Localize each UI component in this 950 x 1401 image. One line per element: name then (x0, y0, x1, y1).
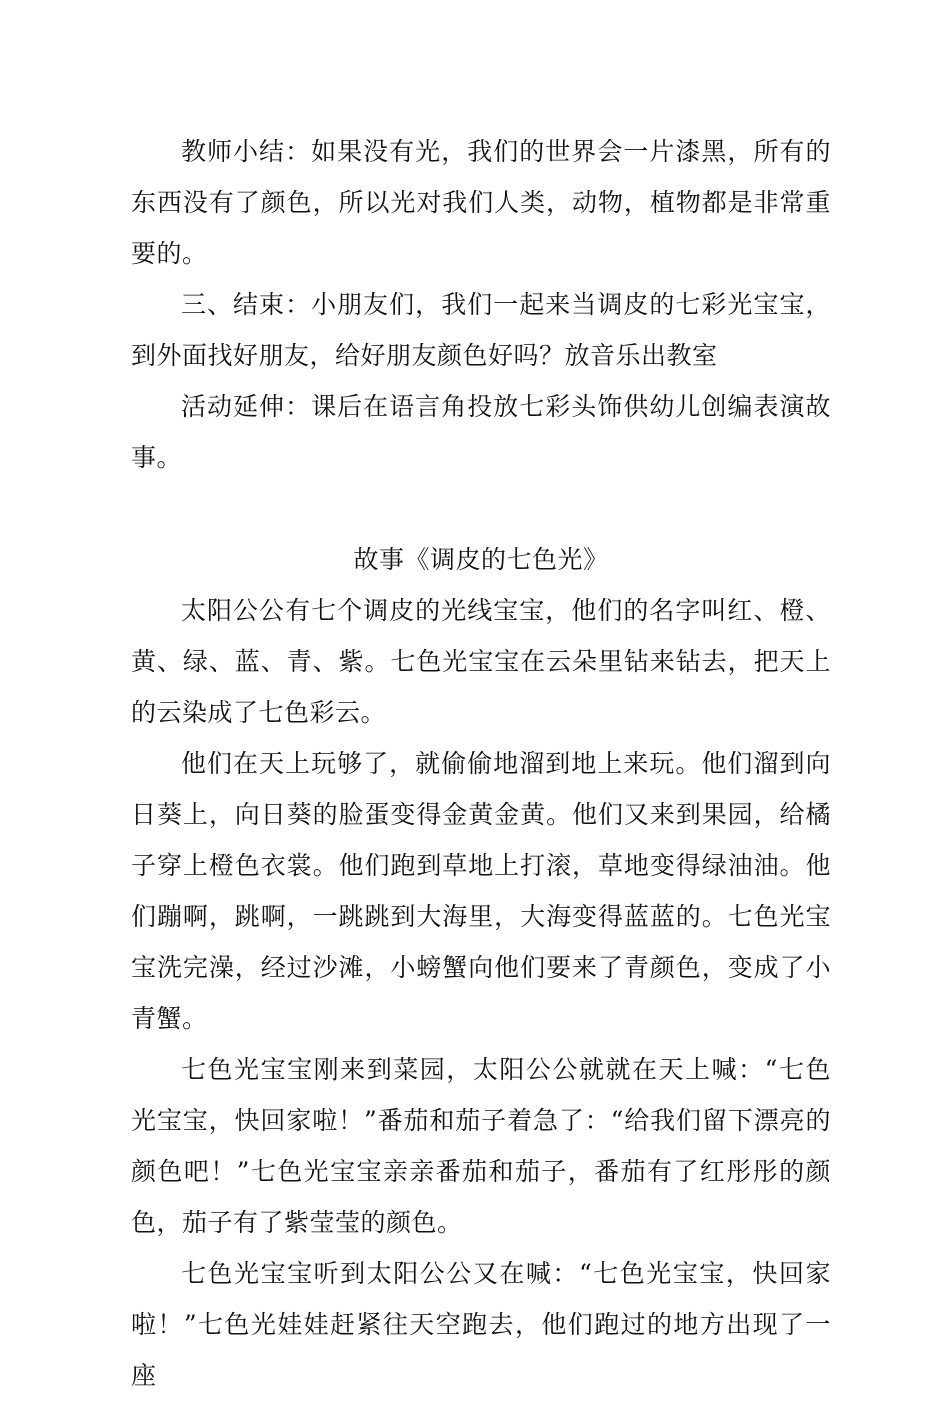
document-body (131, 126, 831, 1401)
story-paragraph: 他们在天上玩够了，就偷偷地溜到地上来玩。他们溜到向日葵上，向日葵的脸蛋变得金黄金黄。他们又来到果园，给橘子穿上橙色衣裳。他们跑到草地上打滚，草地变得绿油油。他们蹦啊，跳啊，一跳跳到大海里，大海变得蓝蓝的。七色光宝宝洗完澡，经过沙滩，小螃蟹向他们要来了青颜色，变成了小青蟹。 (131, 749, 831, 1033)
section-gap (131, 483, 831, 534)
story-paragraph: 七色光宝宝刚来到菜园，太阳公公就就在天上喊：“七色光宝宝，快回家啦！”番茄和茄子着急了：“给我们留下漂亮的颜色吧！”七色光宝宝亲亲番茄和茄子，番茄有了红彤彤的颜色，茄子有了紫莹莹的颜色。 (131, 1055, 831, 1237)
activity-extension-paragraph: 活动延伸：课后在语言角投放七彩头饰供幼儿创编表演故事。 (131, 392, 831, 472)
story-paragraph: 七色光宝宝听到太阳公公又在喊：“七色光宝宝，快回家啦！”七色光娃娃赶紧往天空跑去，他们跑过的地方出现了一座 (131, 1259, 831, 1390)
story-paragraph: 太阳公公有七个调皮的光线宝宝，他们的名字叫红、橙、黄、绿、蓝、青、紫。七色光宝宝在云朵里钻来钻去，把天上的云染成了七色彩云。 (131, 596, 831, 727)
teacher-summary-paragraph: 教师小结：如果没有光，我们的世界会一片漆黑，所有的东西没有了颜色，所以光对我们人类，动物，植物都是非常重要的。 (131, 137, 831, 268)
ending-paragraph: 三、结束：小朋友们，我们一起来当调皮的七彩光宝宝，到外面找好朋友，给好朋友颜色好吗？放音乐出教室 (131, 290, 831, 370)
story-title: 故事《调皮的七色光》 (353, 545, 609, 574)
